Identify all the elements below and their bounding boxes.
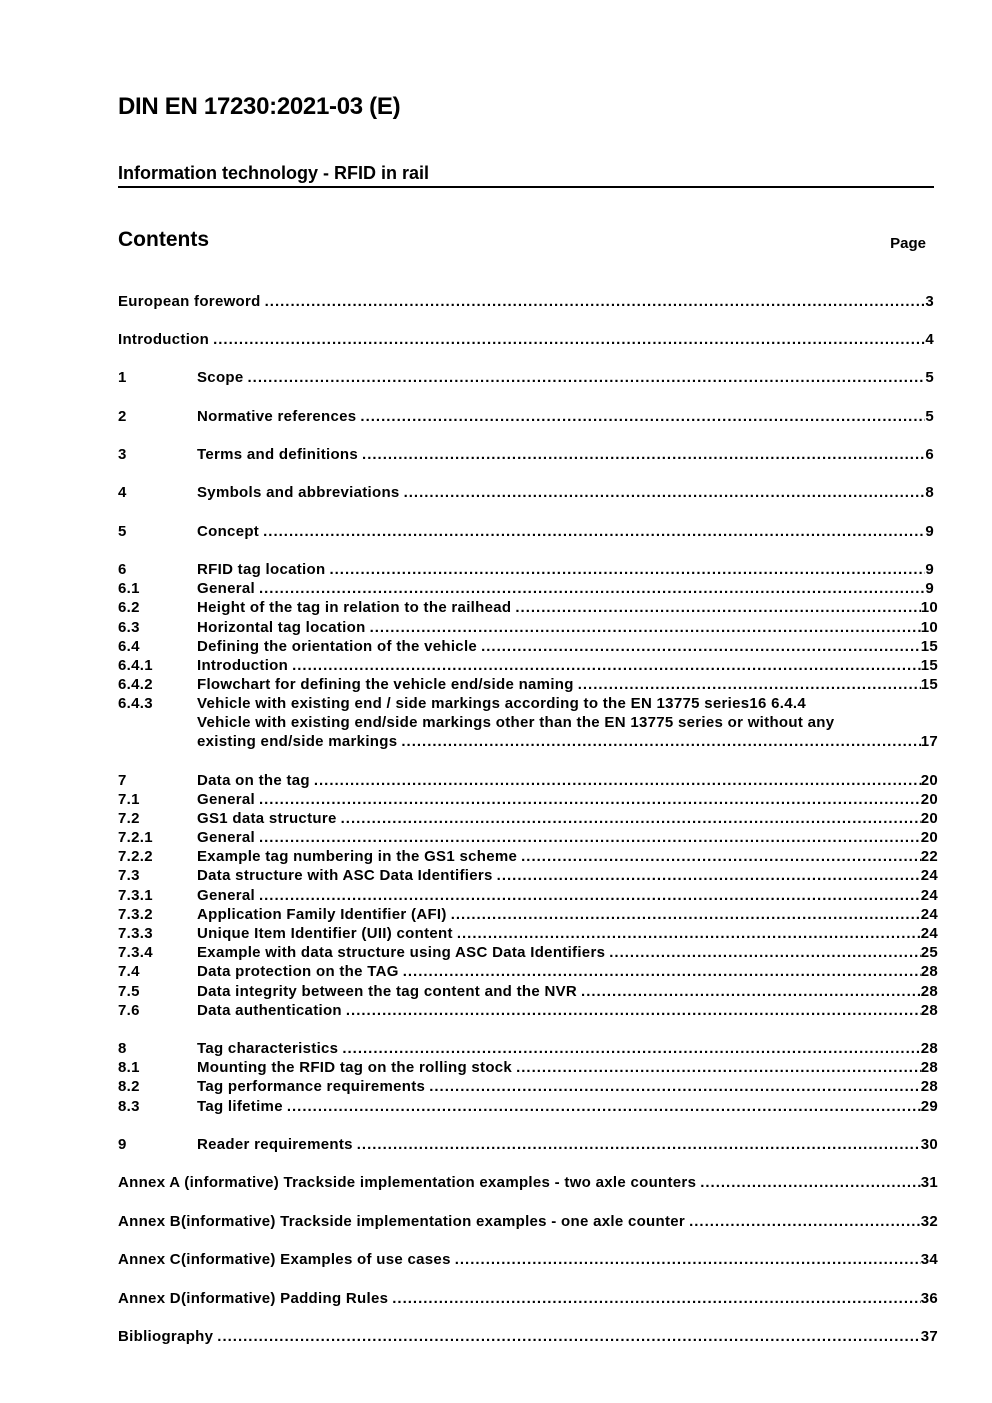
- dot-leader: [521, 847, 921, 867]
- toc-entry-title: European foreword: [118, 293, 261, 310]
- toc-entry-number: 7.2.1: [118, 829, 153, 846]
- toc-entry-number: 6: [118, 561, 127, 578]
- toc-entry-title: Flowchart for defining the vehicle end/side naming: [197, 676, 574, 693]
- toc-entry-page: 22: [920, 848, 938, 865]
- toc-entry[interactable]: [118, 1173, 938, 1193]
- toc-entry[interactable]: [118, 943, 938, 963]
- toc-entry-page: 28: [920, 1078, 938, 1095]
- toc-entry[interactable]: [118, 809, 938, 829]
- toc-entry-title: Scope: [197, 369, 244, 386]
- toc-entry-page: 20: [920, 829, 938, 846]
- toc-entry-number: 7.3.2: [118, 906, 153, 923]
- toc-entry-page: 28: [920, 963, 938, 980]
- toc-entry-title: General: [197, 791, 255, 808]
- toc-entry-title: Mounting the RFID tag on the rolling stock: [197, 1059, 513, 1076]
- toc-entry-number: 7.4: [118, 963, 140, 980]
- dot-leader: [451, 905, 921, 925]
- toc-entry-number: 2: [118, 408, 127, 425]
- toc-entry-number: 8.2: [118, 1078, 140, 1095]
- dot-leader: [497, 866, 921, 886]
- dot-leader: [259, 579, 925, 599]
- toc-entry-number: 6.4: [118, 638, 140, 655]
- toc-entry-title: General: [197, 580, 255, 597]
- toc-entry-title: Tag performance requirements: [197, 1078, 426, 1095]
- toc-entry[interactable]: [118, 886, 938, 906]
- toc-entry-page: 6: [925, 446, 934, 463]
- toc-entry-number: 1: [118, 369, 127, 386]
- dot-leader: [700, 1173, 920, 1193]
- toc-entry-page: 15: [920, 657, 938, 674]
- toc-entry[interactable]: [118, 847, 938, 867]
- dot-leader: [287, 1097, 921, 1117]
- toc-entry-page: 5: [925, 369, 934, 386]
- dot-leader: [314, 771, 921, 791]
- toc-entry-page: 34: [920, 1251, 938, 1268]
- toc-entry[interactable]: [118, 982, 938, 1002]
- toc-entry[interactable]: [118, 866, 938, 886]
- toc-entry-number: 7.3: [118, 867, 140, 884]
- toc-entry-title: Tag characteristics: [197, 1040, 339, 1057]
- toc-entry[interactable]: [118, 1135, 938, 1155]
- toc-entry-page: 9: [925, 561, 934, 578]
- toc-entry-title: existing end/side markings: [197, 733, 398, 750]
- toc-entry[interactable]: [118, 618, 938, 638]
- toc-entry[interactable]: [118, 1097, 938, 1117]
- toc-entry-title: Data structure with ASC Data Identifiers: [197, 867, 493, 884]
- dot-leader: [689, 1212, 921, 1232]
- toc-entry[interactable]: [118, 1250, 938, 1270]
- dot-leader: [362, 445, 925, 465]
- toc-entry-title: Tag lifetime: [197, 1098, 283, 1115]
- toc-entry-title: Symbols and abbreviations: [197, 484, 400, 501]
- toc-entry-number: 7.6: [118, 1002, 140, 1019]
- toc-entry-title: Data integrity between the tag content and the NVR: [197, 983, 578, 1000]
- toc-entry-page: 31: [920, 1174, 938, 1191]
- toc-entry-page: 20: [920, 791, 938, 808]
- dot-leader: [217, 1327, 920, 1347]
- dot-leader: [581, 982, 921, 1002]
- toc-entry[interactable]: [118, 924, 938, 944]
- toc-entry-number: 6.1: [118, 580, 140, 597]
- dot-leader: [609, 943, 920, 963]
- toc-entry-number: 4: [118, 484, 127, 501]
- toc-entry[interactable]: [118, 330, 934, 350]
- toc-entry-number: 9: [118, 1136, 127, 1153]
- dot-leader: [516, 1058, 921, 1078]
- toc-entry-page: 24: [920, 867, 938, 884]
- toc-entry[interactable]: [118, 522, 934, 542]
- toc-entry[interactable]: [118, 1039, 938, 1059]
- dot-leader: [341, 809, 921, 829]
- toc-entry[interactable]: [118, 407, 934, 427]
- toc-entry[interactable]: [118, 905, 938, 925]
- dot-leader: [370, 618, 921, 638]
- toc-entry-number: 6.4.2: [118, 676, 153, 693]
- toc-entry-title: General: [197, 829, 255, 846]
- dot-leader: [457, 924, 921, 944]
- toc-entry-title: Annex D(informative) Padding Rules: [118, 1290, 389, 1307]
- dot-leader: [429, 1077, 921, 1097]
- toc-entry[interactable]: [118, 656, 938, 676]
- toc-entry-number: 7: [118, 772, 127, 789]
- toc-entry-title: Unique Item Identifier (UII) content: [197, 925, 453, 942]
- dot-leader: [404, 483, 926, 503]
- toc-entry-page: 9: [925, 580, 934, 597]
- toc-entry-page: 20: [920, 810, 938, 827]
- toc-entry[interactable]: [118, 694, 920, 714]
- toc-entry-number: 6.4.1: [118, 657, 153, 674]
- toc-entry-page: 4: [925, 331, 934, 348]
- toc-entry[interactable]: [118, 560, 934, 580]
- dot-leader: [342, 1039, 920, 1059]
- dot-leader: [329, 560, 925, 580]
- toc-entry-number: 7.3.4: [118, 944, 153, 961]
- toc-entry-number: 7.1: [118, 791, 140, 808]
- toc-entry-title: Horizontal tag location: [197, 619, 366, 636]
- dot-leader: [292, 656, 921, 676]
- toc-entry-title: Example tag numbering in the GS1 scheme: [197, 848, 518, 865]
- toc-entry-title: Data on the tag: [197, 772, 310, 789]
- toc-entry[interactable]: [118, 828, 938, 848]
- dot-leader: [259, 790, 921, 810]
- document-id: DIN EN 17230:2021-03 (E): [118, 93, 401, 120]
- toc-entry-title: Annex B(informative) Trackside implementation examples - one axle counter: [118, 1213, 686, 1230]
- toc-entry[interactable]: [118, 675, 938, 695]
- toc-entry-title: Bibliography: [118, 1328, 214, 1345]
- toc-entry-page: 17: [920, 733, 938, 750]
- dot-leader: [401, 732, 920, 752]
- toc-entry-page: 29: [920, 1098, 938, 1115]
- dot-leader: [515, 598, 920, 618]
- page-column-heading: Page: [890, 235, 926, 252]
- toc-entry-title: Example with data structure using ASC Data Identifiers: [197, 944, 606, 961]
- toc-entry-title: Vehicle with existing end / side markings according to the EN 13775 series16 6.4.4: [197, 695, 807, 712]
- contents-heading: Contents: [118, 228, 209, 251]
- toc-entry-number: 6.4.3: [118, 695, 153, 712]
- toc-entry-title: Introduction: [118, 331, 210, 348]
- toc-entry-number: 7.2: [118, 810, 140, 827]
- dot-leader: [578, 675, 921, 695]
- toc-entry-page: 15: [920, 638, 938, 655]
- toc-entry[interactable]: [118, 1077, 938, 1097]
- toc-entry-title: Application Family Identifier (AFI): [197, 906, 447, 923]
- toc-entry-page: 28: [920, 1002, 938, 1019]
- toc-entry[interactable]: [118, 292, 934, 312]
- toc-entry-page: 20: [920, 772, 938, 789]
- toc-entry-number: 8: [118, 1040, 127, 1057]
- toc-entry-title: Vehicle with existing end/side markings other than the EN 13775 series or without any: [197, 714, 835, 731]
- toc-entry-title: Defining the orientation of the vehicle: [197, 638, 478, 655]
- toc-entry-title: Annex C(informative) Examples of use cases: [118, 1251, 451, 1268]
- toc-entry[interactable]: [118, 1327, 938, 1347]
- toc-entry-page: 37: [920, 1328, 938, 1345]
- toc-entry-number: 7.3.1: [118, 887, 153, 904]
- toc-entry-page: 24: [920, 906, 938, 923]
- toc-entry[interactable]: [118, 1058, 938, 1078]
- toc-entry-number: 6.2: [118, 599, 140, 616]
- dot-leader: [265, 292, 926, 312]
- toc-entry-page: 32: [920, 1213, 938, 1230]
- toc-entry-title: Normative references: [197, 408, 357, 425]
- toc-entry-page: 10: [920, 619, 938, 636]
- document-subtitle: Information technology - RFID in rail: [118, 163, 430, 183]
- toc-entry-title: GS1 data structure: [197, 810, 337, 827]
- toc-entry-title: Concept: [197, 523, 260, 540]
- dot-leader: [403, 962, 921, 982]
- dot-leader: [360, 407, 925, 427]
- toc-entry[interactable]: [118, 1212, 938, 1232]
- toc-entry[interactable]: [118, 790, 938, 810]
- toc-entry[interactable]: [118, 771, 938, 791]
- dot-leader: [392, 1289, 920, 1309]
- dot-leader: [259, 828, 921, 848]
- toc-entry[interactable]: [118, 598, 938, 618]
- toc-entry-title: Data protection on the TAG: [197, 963, 399, 980]
- toc-entry-number: 8.1: [118, 1059, 140, 1076]
- toc-entry-title: Annex A (informative) Trackside implementation examples - two axle counters: [118, 1174, 697, 1191]
- dot-leader: [248, 368, 926, 388]
- toc-entry-number: 8.3: [118, 1098, 140, 1115]
- title-rule: [118, 186, 934, 188]
- toc-entry[interactable]: [118, 368, 934, 388]
- toc-entry-title: Introduction: [197, 657, 289, 674]
- dot-leader: [357, 1135, 921, 1155]
- toc-entry-number: 7.5: [118, 983, 140, 1000]
- toc-entry[interactable]: [118, 445, 934, 465]
- toc-entry-page: 25: [920, 944, 938, 961]
- toc-entry-title: Reader requirements: [197, 1136, 353, 1153]
- toc-entry-page: 28: [920, 1040, 938, 1057]
- dot-leader: [263, 522, 925, 542]
- toc-entry-title: Terms and definitions: [197, 446, 359, 463]
- toc-entry-page: 8: [925, 484, 934, 501]
- toc-entry-page: 10: [920, 599, 938, 616]
- toc-entry[interactable]: [118, 637, 938, 657]
- toc-entry-page: 15: [920, 676, 938, 693]
- toc-entry-page: 28: [920, 983, 938, 1000]
- toc-entry[interactable]: [118, 579, 934, 599]
- toc-entry-title: General: [197, 887, 255, 904]
- toc-entry-page: 24: [920, 925, 938, 942]
- toc-entry[interactable]: [118, 1289, 938, 1309]
- toc-entry[interactable]: [118, 713, 920, 733]
- toc-entry-number: 5: [118, 523, 127, 540]
- toc-entry[interactable]: [118, 1001, 938, 1021]
- toc-entry[interactable]: [118, 732, 938, 752]
- dot-leader: [259, 886, 921, 906]
- toc-entry-page: 28: [920, 1059, 938, 1076]
- dot-leader: [455, 1250, 921, 1270]
- toc-entry-page: 3: [925, 293, 934, 310]
- toc-entry-page: 5: [925, 408, 934, 425]
- dot-leader: [481, 637, 921, 657]
- dot-leader: [346, 1001, 921, 1021]
- toc-entry[interactable]: [118, 483, 934, 503]
- toc-entry-page: 30: [920, 1136, 938, 1153]
- toc-entry-number: 7.2.2: [118, 848, 153, 865]
- toc-entry-number: 6.3: [118, 619, 140, 636]
- toc-entry-title: RFID tag location: [197, 561, 326, 578]
- dot-leader: [213, 330, 925, 350]
- toc-entry-number: 7.3.3: [118, 925, 153, 942]
- toc-entry-page: 9: [925, 523, 934, 540]
- toc-entry-title: Height of the tag in relation to the railhead: [197, 599, 512, 616]
- toc-entry-title: Data authentication: [197, 1002, 342, 1019]
- toc-entry-page: 24: [920, 887, 938, 904]
- toc-entry[interactable]: [118, 962, 938, 982]
- toc-entry-number: 3: [118, 446, 127, 463]
- toc-entry-page: 36: [920, 1290, 938, 1307]
